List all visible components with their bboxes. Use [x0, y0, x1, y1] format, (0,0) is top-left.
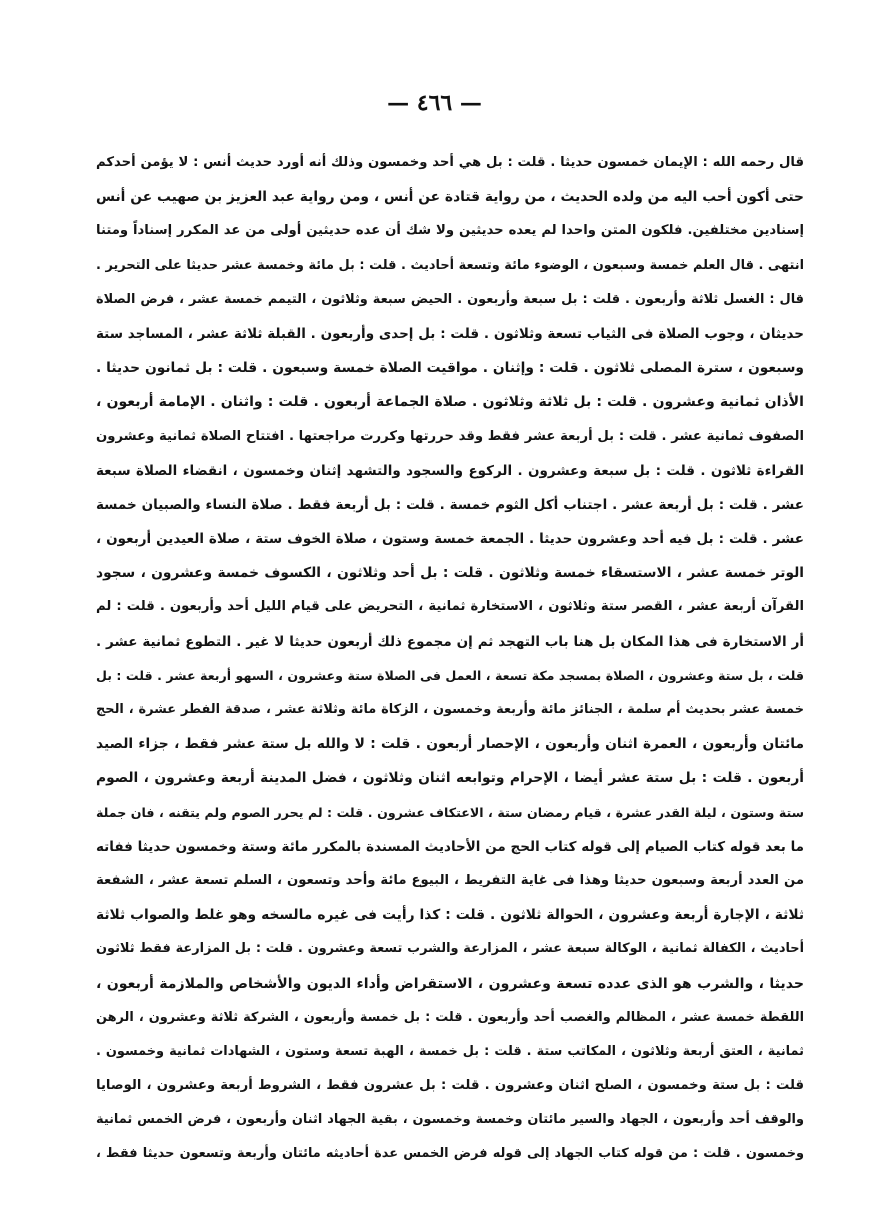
text-line: الصفوف ثمانية عشر . قلت : بل أربعة عشر فقط وقد حررتها وكررت مراجعتها . افتتاح الصلاة ثمانية وعشرون — [96, 428, 804, 444]
text-line: أحاديث ، الكفالة ثمانية ، الوكالة سبعة عشر ، المزارعة والشرب تسعة وعشرون . قلت : بل المزارعة فقط ثلاثون — [96, 941, 804, 957]
text-line: الوتر خمسة عشر ، الاستسقاء خمسة وثلاثون . قلت : بل أحد وثلاثون ، الكسوف خمسة وعشرون ، سجود — [96, 565, 804, 582]
text-line: أر الاستخارة فى هذا المكان بل هنا باب التهجد ثم إن مجموع ذلك أربعون حديثا لا غير . التطوع ثمانية عشر . — [96, 633, 804, 650]
text-line: عشر . قلت : بل فيه أحد وعشرون حديثا . الجمعة خمسة وستون ، صلاة الخوف ستة ، صلاة العيدين أربعون ، — [96, 531, 804, 548]
text-line: حتى أكون أحب اليه من ولده الحديث ، من رواية قتادة عن أنس ، ومن رواية عبد العزيز بن صهيب عن أنس — [96, 189, 804, 206]
text-line: والوقف أحد وأربعون ، الجهاد والسير مائتان وخمسة وخمسون ، بقية الجهاد اثنان وأربعون ، فرض الخمس ثمانية — [96, 1112, 804, 1128]
text-line: قلت ، بل ستة وعشرون ، الصلاة بمسجد مكة تسعة ، العمل فى الصلاة ستة وعشرون ، السهو أربعة عشر . قلت : بل — [96, 667, 804, 683]
text-line: أربعون . قلت : بل ستة عشر أيضا ، الإحرام وتوابعه اثنان وثلاثون ، فضل المدينة أربعة وعشرون ، الصوم — [96, 770, 804, 787]
text-line: اللقطة خمسة عشر ، المظالم والغصب أحد وأربعون . قلت : بل خمسة وأربعون ، الشركة ثلاثة وعشرون ، الرهن — [96, 1009, 804, 1025]
text-line: خمسة عشر بحديث أم سلمة ، الجنائز مائة وأربعة وخمسون ، الزكاة مائة وثلاثة عشر ، صدقة الفطر عشرة ، الحج — [96, 702, 804, 717]
text-line: ستة وستون ، ليلة القدر عشرة ، قيام رمضان ستة ، الاعتكاف عشرون . قلت : لم يحرر الصوم ولم يتقنه ، فان جملة — [96, 804, 804, 820]
page-number: — ٤٦٦ — — [387, 90, 482, 116]
body-text — [96, 146, 804, 1172]
text-line: قال رحمه الله : الإيمان خمسون حديثا . قلت : بل هي أحد وخمسون وذلك أنه أورد حديث أنس : لا يؤمن أحدكم — [96, 155, 804, 170]
text-line: القرآن أربعة عشر ، القصر ستة وثلاثون ، الاستخارة ثمانية ، التحريض على قيام الليل أحد وأربعون . قلت : لم — [96, 599, 804, 615]
text-line: عشر . قلت : بل أربعة عشر . اجتناب أكل الثوم خمسة . قلت : بل أربعة فقط . صلاة النساء والصبيان خمسة — [96, 496, 804, 513]
text-line: مائتان وأربعون ، العمرة اثنان وأربعون ، الإحصار أربعون . قلت : لا والله بل ستة عشر فقط ، جزاء الصيد — [96, 736, 804, 753]
text-line: الأذان ثمانية وعشرون . قلت : بل ثلاثة وثلاثون . صلاة الجماعة أربعون . قلت : واثنان . الإمامة أربعون ، — [96, 394, 804, 411]
text-line: قال : الغسل ثلاثة وأربعون . قلت : بل سبعة وأربعون . الحيض سبعة وثلاثون ، التيمم خمسة عشر ، فرض الصلاة — [96, 291, 804, 307]
text-line: من العدد أربعة وسبعون حديثا وهذا فى غاية التفريط ، البيوع مائة وأحد وتسعون ، السلم تسعة عشر ، الشفعة — [96, 872, 804, 888]
text-line: انتهى . قال العلم خمسة وسبعون ، الوضوء مائة وتسعة أحاديث . قلت : بل مائة وخمسة عشر حديثا على التحرير . — [96, 257, 804, 273]
text-line: حديثا ، والشرب هو الذى عدده تسعة وعشرون ، الاستقراض وأداء الديون والأشخاص والملازمة أربعون ، — [96, 975, 804, 992]
text-line: ثمانية ، العتق أربعة وثلاثون ، المكاتب ستة . قلت : بل خمسة ، الهبة تسعة وستون ، الشهادات ثمانية وخمسون . — [96, 1043, 804, 1059]
text-line: قلت : بل ستة وخمسون ، الصلح اثنان وعشرون . قلت : بل عشرون فقط ، الشروط أربعة وعشرون ، الوصايا — [96, 1078, 804, 1094]
text-line: وخمسون . قلت : من قوله كتاب الجهاد إلى قوله فرض الخمس عدة أحاديثه مائتان وأربعة وتسعون حديثا فقط ، — [96, 1146, 804, 1162]
text-line: وسبعون ، سترة المصلى ثلاثون . قلت : وإثنان . مواقيت الصلاة خمسة وسبعون . قلت : بل ثمانون حديثا . — [96, 360, 804, 377]
text-line: ثلاثة ، الإجارة أربعة وعشرون ، الحوالة ثلاثون . قلت : كذا رأيت فى غيره مالسخه وهو غلط والصواب ثلاثة — [96, 907, 804, 924]
text-line: القراءة ثلاثون . قلت : بل سبعة وعشرون . الركوع والسجود والتشهد إثنان وخمسون ، انقضاء الصلاة سبعة — [96, 462, 804, 479]
text-line: ما بعد قوله كتاب الصيام إلى قوله كتاب الحج من الأحاديث المسندة بالمكرر مائة وستة وخمسون حديثا ففاته — [96, 838, 804, 855]
text-line: حديثان ، وجوب الصلاة فى الثياب تسعة وثلاثون . قلت : بل إحدى وأربعون . القبلة ثلاثة عشر ، المساجد ستة — [96, 325, 804, 342]
text-line: إسنادين مختلفين. فلكون المتن واحدا لم يعده حديثين ولا شك أن عده حديثين أولى من عد المكرر إسناداً ومتنا — [96, 223, 804, 239]
